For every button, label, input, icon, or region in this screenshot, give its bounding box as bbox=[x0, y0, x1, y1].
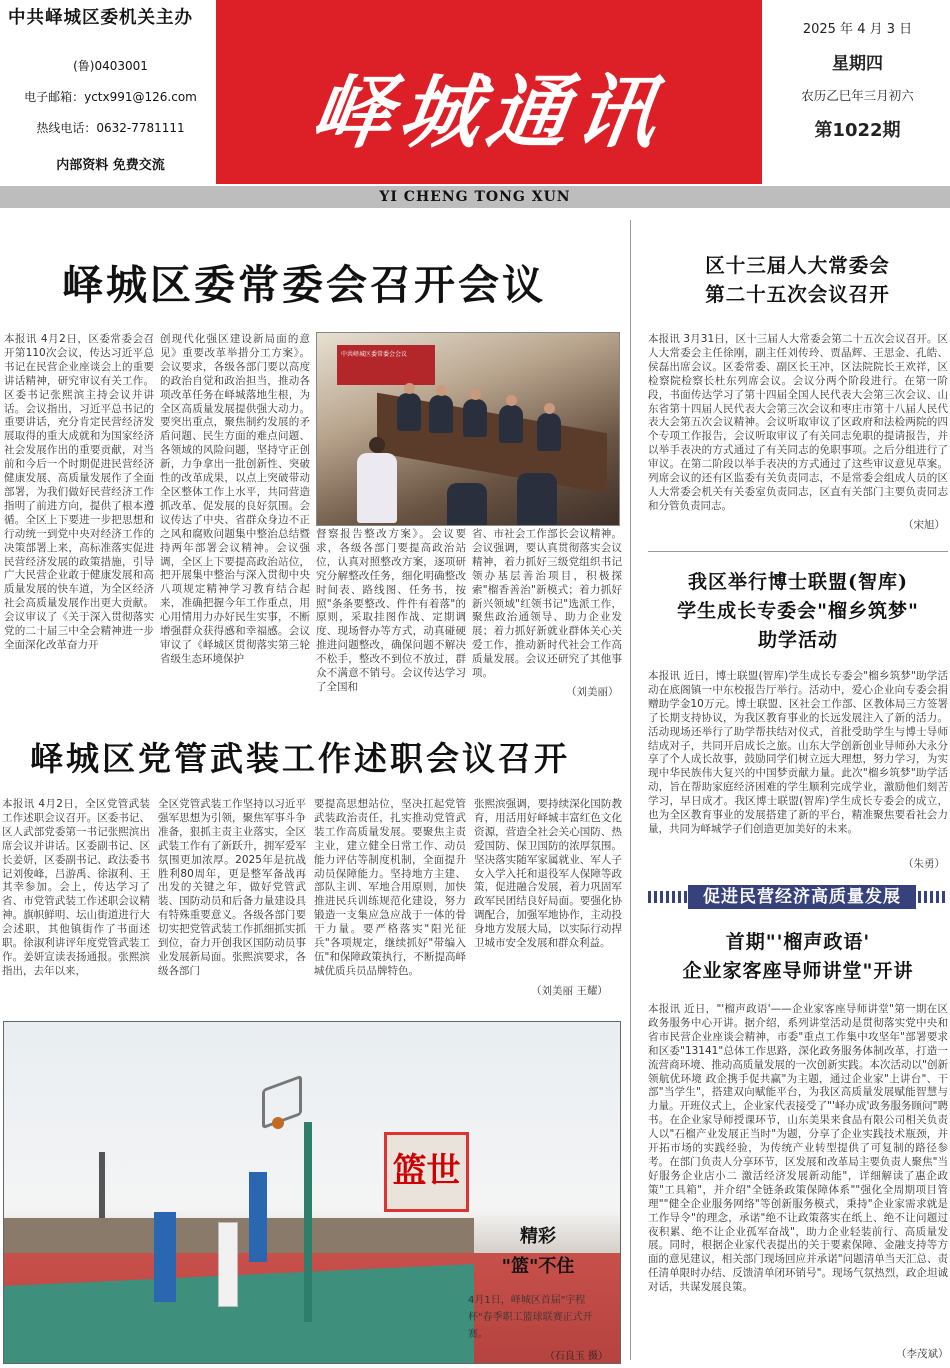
meeting-screen-label: 中共峄城区委常委会会议 bbox=[337, 345, 435, 385]
lunar-date: 农历乙巳年三月初六 bbox=[801, 88, 914, 103]
court-banner: 篮世 bbox=[384, 1132, 469, 1212]
basketball bbox=[272, 1117, 284, 1129]
pinyin-bar: YI CHENG TONG XUN bbox=[0, 186, 950, 208]
article2-col4: 张熙滨强调，要持续深化国防教育，用活用好峄城丰富红色文化资源，营造全社会关心国防、热爱国防、保卫国防的浓厚氛围。坚决落实随军家属就业、军人子女入学入托和退役军人保障等政策，促进融合发展，着力巩固军政军民团结良好局面。要强化协调配合，加强军地协作，主动投身地方发展大局，以实际行动捍卫城市安全发展和群众利益。 bbox=[474, 798, 622, 950]
player-left bbox=[154, 1212, 176, 1302]
right2-body: 本报讯 近日，博士联盟(智库)学生成长专委会"榴乡筑梦"助学活动在底阁镇一中东校报告厅举行。活动中，爱心企业向专委会捐赠助学金10万元。博士联盟、区社会工作部、区教体局三方签署了长期支持协议，为我区教育事业的长远发展注入了新的活力。活动现场还举行了助学帮扶结对仪式，首批受助学生与博士导师结成对子，共同开启成长之旅。山东大学创新创业导师孙大永分享了个人成长故事，鼓励同学们树立远大理想，努力学习，为实现中华民族伟大复兴的中国梦贡献力量。此次"榴乡筑梦"助学活动，旨在帮助家庭经济困难的学生顺利完成学业，激励他们刻苦学习，早日成才。我区博士联盟(智库)学生成长专委会的成立，也为全区教育事业的发展搭建了新的平台，精准聚焦要看社会力量，共同为峄城学子们创造更加美好的未来。 bbox=[648, 670, 948, 835]
article1-col3: 督察报告整改方案》。会议要求，各级各部门要提高政治站位，认真对照整改方案，逐项研究分解整改任务，细化明确整改时间表、路线图、任务书，按照"条条要整改、件件有着落"的原则，采取挂图作战、定期调度、现场督办等方式，动真碰硬推进问题整改，确保问题不解决不松手，整改不到位不放过，群众不满意不销号。会议传达学习了全国和 bbox=[316, 528, 466, 693]
photo-caption-block bbox=[468, 1222, 608, 1362]
photo-title-2: "篮"不住 bbox=[501, 1256, 575, 1277]
article1-col4: 省、市社会工作部长会议精神。会议强调，要认真贯彻落实会议精神，着力抓好三级党组织书记领办基层善治项目，积极探索"榴香善治"新模式；着力抓好新兴领域"红领书记"选派工作，聚焦政治通领导、助力企业发展；着力抓好新就业群体关心关爱工作，推动新时代社会工作高质量发展。会议还研究了其他事项。 bbox=[472, 528, 622, 680]
column-divider bbox=[630, 220, 631, 1360]
article1-col2: 创现代化强区建设新局面的意见》重要改革举措分工方案》。会议要求，各级各部门要以高度的政治自觉和政治担当，推动各项改革任务在峄城落地生根，为全区高质量发展提供强大动力。要突出重点，聚焦制约发展的矛盾问题、民生方面的难点问题、各领域的风险问题，坚持守正创新，力争拿出一批创新性、突破性的改革成果，以点上突破带动全区整体工作上水平，共同营造抓改革、促发展的良好氛围。会议传达了中央、省群众身边不正之风和腐败问题集中整治总结暨持两年部署会议精神。会议强调，全区上下要提高政治站位，把开展集中整治与深入贯彻中央八项规定精神学习教育结合起来，准确把握今年工作重点，用心用情用力办好民生实事，不断增强群众获得感和幸福感。会议审议了《峄城区贯彻落实第三轮省级生态环境保护 bbox=[160, 333, 310, 665]
right-divider-1 bbox=[648, 551, 948, 552]
registration-number: (鲁)0403001 bbox=[73, 59, 148, 73]
photo-caption: 4月1日，峄城区首届"宇程杯"春季职工篮球联赛正式开赛。 bbox=[468, 1295, 593, 1340]
article2-col3: 要提高思想站位，坚决扛起党管武装政治责任，扎实推动党管武装工作高质量发展。要聚焦主责主业，建立健全日常工作、动员能力评估等制度机制，全面提升动员保障能力。坚持地方主建、部队主训、军地合用原则，加快推进民兵训练规范化建设，努力锻造一支集应急应战于一体的骨干力量。要严格落实"阳光征兵"各项规定，继续抓好"带编入伍"和保障政策执行，不断提高峄城优质兵员品牌特色。 bbox=[314, 798, 466, 977]
photo-credit: （石良玉 摄） bbox=[544, 1351, 608, 1362]
player-white bbox=[218, 1222, 238, 1307]
article1-headline: 峄城区委常委会召开会议 bbox=[62, 261, 546, 309]
right2-headline-line2: 学生成长专委会"榴乡筑梦" bbox=[677, 600, 919, 622]
basketball-photo bbox=[3, 1021, 621, 1364]
article1-col1: 本报讯 4月2日，区委常委会召开第110次会议，传达习近平总书记在民营企业座谈会上的重要讲话精神，研究审议有关工作。区委书记张熙滨主持会议并讲话。会议指出，习近平总书记的重要讲话，充分肯定民营经济发展取得的重大成就和为国家经济社会发展作出的重要贡献，对当前和今后一个时期促进民营经济健康发展、高质量发展作了全面部署，为我们做好民营经济工作指明了前进方向，提供了根本遵循。全区上下要进一步把思想和行动统一到党中央对经济工作的决策部署上来，高标准落实促进民营经济发展的政策措施，引导广大民营企业敢于健康发展和高质量发展的快车道，为全区经济社会高质量发展作出更大贡献。会议审议了《关于深入贯彻落实党的二十届三中全会精神进一步全面深化改革奋力开 bbox=[4, 333, 154, 651]
right3-headline bbox=[650, 928, 946, 986]
right1-headline-line2: 第二十五次会议召开 bbox=[705, 283, 890, 306]
right3-headline-line2: 企业家客座导师讲堂"开讲 bbox=[682, 960, 914, 982]
right1-headline-line1: 区十三届人大常委会 bbox=[705, 254, 890, 277]
right1-body: 本报讯 3月31日，区十三届人大常委会第二十五次会议召开。区人大常委会主任徐刚，副主任刘传玲、贾晶辉、王思金、孔皓、侯磊出席会议。区委常委、副区长王冲，区法院院长王欢祥，区检察院检察长杜东列席会议。会议分两个阶段进行。在第一阶段，书面传达学习了第十四届全国人民代表大会第三次会议、山东省第十四届人民代表大会第三次会议和枣庄市第十八届人民代表大会第五次会议精神。会议听取审议了区政府和法检两院的四个专项工作报告，会议听取审议了有关同志免职的提请报告，并以举手表决的方式通过了有关同志的免职事项。之后分组进行了审议。在第二阶段以举手表决的方式通过了这些审议意见草案。列席会议的还有区监委有关负责同志，不是常委会组成人员的区人大常委会机关有关委室负责同志，区直有关部门主要负责同志和分管负责同志。 bbox=[648, 333, 948, 512]
weekday: 星期四 bbox=[832, 54, 883, 74]
internal-notice: 内部资料 免费交流 bbox=[56, 158, 165, 173]
right1-credit: （宋旭） bbox=[903, 519, 945, 531]
masthead-right-block bbox=[770, 18, 945, 142]
hotline-line: 热线电话：0632-7781111 bbox=[36, 121, 185, 135]
email-line: 电子邮箱：yctx991@126.com bbox=[24, 90, 197, 104]
masthead-left-block bbox=[8, 4, 213, 184]
right1-headline bbox=[650, 251, 945, 309]
photo-title-1: 精彩 bbox=[520, 1226, 556, 1247]
organizer-name: 中共峄城区委机关主办 bbox=[8, 8, 193, 28]
right3-headline-line1: 首期"'榴声政语' bbox=[725, 931, 871, 953]
hoop-pole bbox=[304, 1122, 312, 1322]
right3-credit: （李茂斌） bbox=[896, 1348, 949, 1360]
buildings bbox=[4, 1218, 474, 1258]
issue-date: 2025 年 4 月 3 日 bbox=[802, 22, 913, 37]
article2-headline: 峄城区党管武装工作述职会议召开 bbox=[30, 739, 570, 778]
right2-headline-line3: 助学活动 bbox=[757, 629, 838, 651]
right3-body: 本报讯 近日，"'榴声政语'——企业家客座导师讲堂"第一期在区政务服务中心开讲。据介绍，系列讲堂活动是贯彻落实党中央和省市民营企业座谈会精神，市委"重点工作集中攻坚年"部署要求和区委"13141"总体工作思路，深化政务服务体制改革，打造一流营商环境、推动高质量发展的一次创新实践。本次活动以"创新领航优环境 政企携手促共赢"为主题，通过企业家"上讲台"、干部"当学生"，搭建双向赋能平台，为我区高质量发展赋能智慧与力量。开班仪式上，企业家代表接受了"'峄办成'政务服务顾问"聘书。在企业家导师授课环节，山东美果来食品有限公司相关负责人以"石榴产业发展正当时"为题，分享了企业实践技术瓶颈，并开拓市场的实践经验，为传统产业转型提供了可复制的路径参考。在部门负责人分享环节，区发展和改革局主要负责人聚焦"当好服务企业店小二 激活经济发展新动能"，详细解读了惠企政策"工具箱"，并介绍"全链条政策保障体系""强化全周期项目管理""健全企业服务网络"等创新服务模式，秉持"企业家需求就是工作导令"的理念，承诺"绝不让政策落实在纸上、绝不让问题过夜积累、绝不让企业孤军奋战"，助力企业轻装前行、高质量发展。同时，根据企业家代表提出的关于要素保障、金融支持等方面的意见建议，相关部门现场回应并承诺"问题清单当天汇总、责任清单限时办结、反馈清单闭环销号"。现场气氛热烈，政企坦诚对话，共谋发展良策。 bbox=[648, 1003, 948, 1294]
right2-credit: （朱勇） bbox=[903, 858, 945, 870]
article1-credit: （刘美丽） bbox=[566, 686, 619, 698]
masthead-banner bbox=[216, 0, 762, 184]
article2-col1: 本报讯 4月2日，全区党管武装工作述职会议召开。区委书记、区人武部党委第一书记张熙滨出席会议并讲话。区委副书记、区长姜妍，区委副书记、政法委书记刘俊峰，吕游禹、徐淑利、王其幸参加。会上，传达学习了省、市党管武装工作述职会议精神。旗帜鲜明、坛山街道进行大会述职，其他镇街作了书面述职。徐淑利讲评年度党管武装工作。姜妍宣读表扬通报。张熙滨指出，去年以来， bbox=[2, 798, 150, 977]
article2-credit: （刘美丽 王耀） bbox=[531, 985, 608, 997]
player-jumping bbox=[249, 1172, 267, 1262]
newspaper-title: 峄城通讯 bbox=[305, 65, 671, 159]
article2-col2: 全区党管武装工作坚持以习近平强军思想为引领，聚焦军事斗争准备，狠抓主责主业落实，全区武装工作有了新跃升，拥军爱军氛围更加浓厚。2025年是抗战胜利80周年，更是整军备战再出发的关键之年，做好党管武装、国防动员和后备力量建设具有特殊重要意义。各级各部门要切实把党管武装工作抓细抓实抓到位，奋力开创我区国防动员事业发展新局面。张熙滨要求，各级各部门 bbox=[158, 798, 306, 977]
right2-headline bbox=[650, 568, 946, 655]
issue-number: 第1022期 bbox=[814, 120, 901, 141]
section-banner: 促进民营经济高质量发展 bbox=[688, 885, 916, 909]
meeting-photo bbox=[316, 332, 620, 526]
right2-headline-line1: 我区举行博士联盟(智库) bbox=[688, 571, 908, 593]
